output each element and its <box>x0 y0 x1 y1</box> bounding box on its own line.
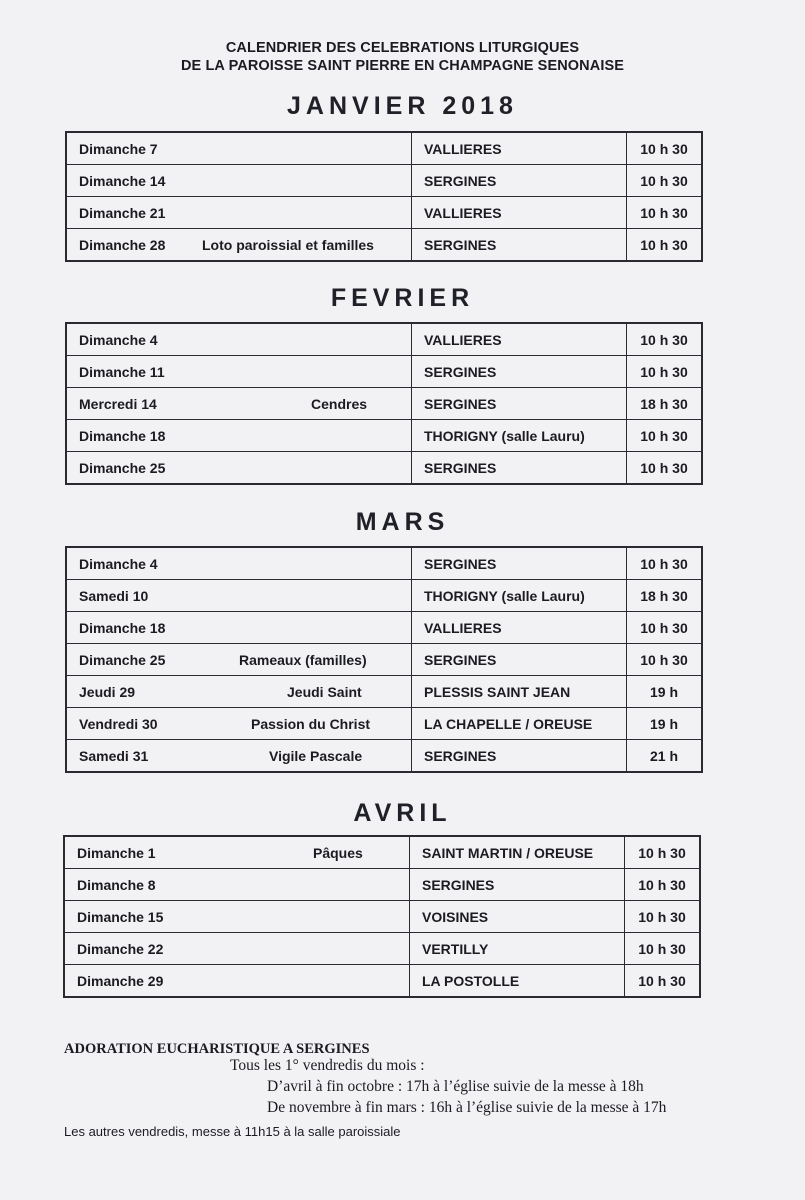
row-place: VALLIERES <box>412 197 627 229</box>
row-place: VALLIERES <box>412 132 627 165</box>
row-time: 10 h 30 <box>627 356 703 388</box>
row-place: SAINT MARTIN / OREUSE <box>410 836 625 869</box>
row-day: Dimanche 14 <box>79 172 166 189</box>
table-row <box>64 965 700 998</box>
table-row <box>66 452 702 485</box>
document-title-line2: DE LA PAROISSE SAINT PIERRE EN CHAMPAGNE SENONAISE <box>180 58 624 74</box>
row-day: Mercredi 14 <box>79 395 157 412</box>
row-day: Samedi 10 <box>79 587 149 604</box>
row-time: 10 h 30 <box>625 901 701 933</box>
row-time: 10 h 30 <box>625 836 701 869</box>
row-place: THORIGNY (salle Lauru) <box>412 420 627 452</box>
table-row <box>64 836 700 869</box>
row-time: 10 h 30 <box>625 869 701 901</box>
row-place: LA POSTOLLE <box>410 965 625 998</box>
row-place: VALLIERES <box>412 323 627 356</box>
row-time: 10 h 30 <box>627 165 703 197</box>
table-row <box>66 197 702 229</box>
table-row <box>66 356 702 388</box>
month-title-fevrier: FEVRIER <box>330 284 475 312</box>
month-title-avril: AVRIL <box>353 799 452 827</box>
table-row <box>66 547 702 580</box>
adoration-line2: D’avril à fin octobre : 17h à l’église suivie de la messe à 18h <box>267 1078 644 1095</box>
row-day: Dimanche 28 <box>79 236 166 253</box>
table-row <box>66 644 702 676</box>
row-place: THORIGNY (salle Lauru) <box>412 580 627 612</box>
row-note: Vigile Pascale <box>269 747 363 764</box>
row-place: PLESSIS SAINT JEAN <box>412 676 627 708</box>
month-title-janvier: JANVIER 2018 <box>287 92 518 120</box>
row-day: Dimanche 4 <box>79 331 158 348</box>
table-row <box>66 676 702 708</box>
row-note: Pâques <box>313 844 363 861</box>
table-row <box>66 132 702 165</box>
table-row <box>66 580 702 612</box>
table-mars <box>65 546 703 773</box>
row-time: 19 h <box>627 676 703 708</box>
row-day: Vendredi 30 <box>79 715 158 732</box>
row-time: 10 h 30 <box>627 132 703 165</box>
document-title-line1: CALENDRIER DES CELEBRATIONS LITURGIQUES <box>225 40 580 56</box>
row-day: Dimanche 18 <box>79 427 166 444</box>
row-note: Loto paroissial et familles <box>202 236 374 253</box>
adoration-line1: Tous les 1° vendredis du mois : <box>230 1057 425 1074</box>
row-time: 10 h 30 <box>627 323 703 356</box>
table-row <box>64 869 700 901</box>
row-time: 10 h 30 <box>625 933 701 965</box>
row-note: Cendres <box>311 395 368 412</box>
row-day: Dimanche 29 <box>77 972 164 989</box>
row-day: Dimanche 15 <box>77 908 164 925</box>
row-time: 19 h <box>627 708 703 740</box>
row-day: Dimanche 8 <box>77 876 156 893</box>
table-row <box>66 165 702 197</box>
row-day: Dimanche 21 <box>79 204 166 221</box>
row-place: VERTILLY <box>410 933 625 965</box>
row-day: Samedi 31 <box>79 747 149 764</box>
row-day: Dimanche 11 <box>79 363 165 380</box>
row-time: 10 h 30 <box>627 612 703 644</box>
adoration-title: ADORATION EUCHARISTIQUE A SERGINES <box>64 1041 370 1057</box>
row-time: 10 h 30 <box>627 452 703 485</box>
row-place: VALLIERES <box>412 612 627 644</box>
table-row <box>66 388 702 420</box>
row-day: Dimanche 4 <box>79 555 158 572</box>
row-place: SERGINES <box>412 644 627 676</box>
row-time: 10 h 30 <box>625 965 701 998</box>
row-note: Passion du Christ <box>251 715 371 732</box>
row-place: LA CHAPELLE / OREUSE <box>412 708 627 740</box>
row-day: Dimanche 22 <box>77 940 164 957</box>
table-row <box>66 740 702 773</box>
table-row <box>66 612 702 644</box>
row-place: SERGINES <box>412 165 627 197</box>
month-title-mars: MARS <box>355 508 450 536</box>
row-day: Dimanche 25 <box>79 651 166 668</box>
row-time: 10 h 30 <box>627 229 703 262</box>
row-day: Dimanche 7 <box>79 140 158 157</box>
adoration-line3: De novembre à fin mars : 16h à l’église suivie de la messe à 17h <box>267 1099 667 1116</box>
row-day: Dimanche 1 <box>77 844 156 861</box>
row-time: 18 h 30 <box>627 388 703 420</box>
row-note: Jeudi Saint <box>287 683 362 700</box>
row-time: 10 h 30 <box>627 420 703 452</box>
table-row <box>64 901 700 933</box>
row-day: Dimanche 25 <box>79 459 166 476</box>
row-time: 10 h 30 <box>627 197 703 229</box>
table-avril <box>63 835 701 998</box>
row-place: SERGINES <box>412 356 627 388</box>
table-row <box>66 708 702 740</box>
adoration-line4: Les autres vendredis, messe à 11h15 à la salle paroissiale <box>64 1124 401 1139</box>
table-row <box>64 933 700 965</box>
row-place: SERGINES <box>412 388 627 420</box>
row-place: SERGINES <box>412 740 627 773</box>
table-row <box>66 229 702 262</box>
row-time: 10 h 30 <box>627 547 703 580</box>
table-janvier <box>65 131 703 262</box>
row-time: 18 h 30 <box>627 580 703 612</box>
row-place: SERGINES <box>412 547 627 580</box>
row-time: 21 h <box>627 740 703 773</box>
table-row <box>66 420 702 452</box>
row-place: SERGINES <box>412 452 627 485</box>
row-place: VOISINES <box>410 901 625 933</box>
row-day: Jeudi 29 <box>79 683 136 700</box>
table-row <box>66 323 702 356</box>
row-place: SERGINES <box>410 869 625 901</box>
row-time: 10 h 30 <box>627 644 703 676</box>
row-day: Dimanche 18 <box>79 619 166 636</box>
row-note: Rameaux (familles) <box>239 651 367 668</box>
table-fevrier <box>65 322 703 485</box>
row-place: SERGINES <box>412 229 627 262</box>
